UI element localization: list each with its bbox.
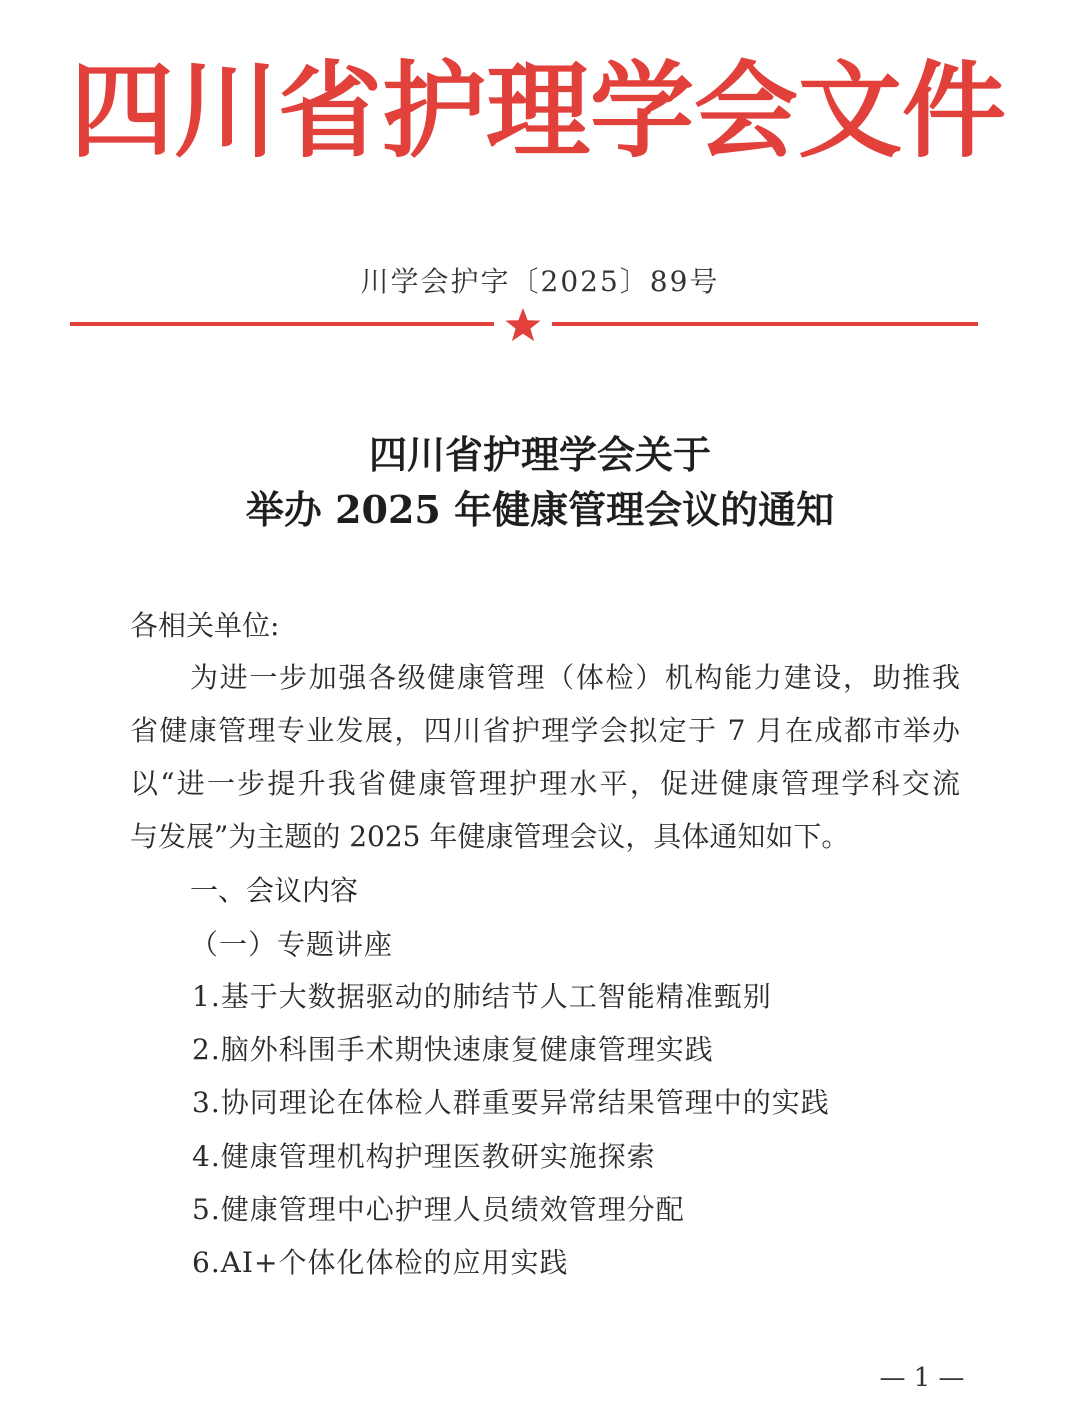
header-divider-right — [552, 322, 978, 326]
section-heading: 一、会议内容 — [190, 874, 359, 907]
lecture-item: 5.健康管理中心护理人员绩效管理分配 — [192, 1193, 685, 1226]
header-divider-left — [70, 322, 494, 326]
notice-title-line2: 举办 2025 年健康管理会议的通知 — [245, 487, 835, 532]
star-icon — [504, 306, 542, 344]
paragraph-line: 与发展”为主题的 2025 年健康管理会议，具体通知如下。 — [130, 820, 850, 853]
lecture-item: 4.健康管理机构护理医教研实施探索 — [192, 1140, 656, 1173]
subsection-heading: （一）专题讲座 — [190, 928, 394, 961]
paragraph-line: 为进一步加强各级健康管理（体检）机构能力建设，助推我 — [190, 661, 960, 694]
lecture-item: 6.AI+个体化体检的应用实践 — [192, 1246, 569, 1279]
page-number: — 1 — — [879, 1363, 965, 1393]
lecture-item: 1.基于大数据驱动的肺结节人工智能精准甄别 — [192, 980, 772, 1013]
paragraph-line: 省健康管理专业发展，四川省护理学会拟定于 7 月在成都市举办 — [130, 714, 960, 747]
notice-title-line1: 四川省护理学会关于 — [368, 432, 711, 477]
document-number: 川学会护字〔2025〕89号 — [360, 265, 720, 298]
paragraph-line: 以“进一步提升我省健康管理护理水平，促进健康管理学科交流 — [130, 767, 960, 800]
document-header-title: 四川省护理学会文件 — [70, 50, 1007, 172]
lecture-item: 3.协同理论在体检人群重要异常结果管理中的实践 — [192, 1086, 830, 1119]
lecture-item: 2.脑外科围手术期快速康复健康管理实践 — [192, 1033, 714, 1066]
salutation: 各相关单位: — [130, 609, 280, 642]
